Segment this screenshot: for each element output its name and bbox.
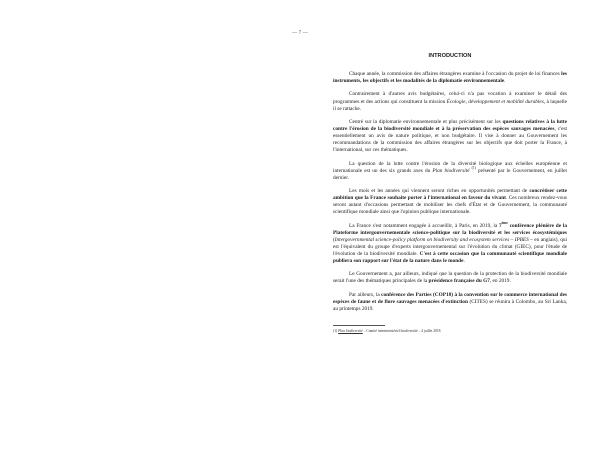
- bold-text: présidence française du G7: [428, 278, 490, 285]
- footnote-text: – Comité interministériel biodiversité – 4 juillet 2018.: [362, 329, 442, 334]
- footnote-separator: [333, 325, 385, 326]
- italic-text: Écologie, développement et mobilité durables: [446, 98, 544, 105]
- bold-text: concrétiser cette ambition que la France souhaite porter à l'international en faveur du vivant: [333, 188, 568, 202]
- paragraph: [333, 91, 567, 112]
- italic-text: Intergovernmental science-policy platform on biodiversity and ecosystem services – IPBES: [334, 236, 529, 243]
- text-run: La France s'est notamment engagée à accueillir, à Paris, en 2019, la: [349, 222, 500, 229]
- text-run: présenté par le Gouvernement, en juillet dernier.: [333, 167, 567, 181]
- bold-text: 7: [499, 222, 502, 229]
- text-run: (CITES) se réunira à Colombo, au Sri Lanka, au printemps 2019.: [333, 298, 567, 312]
- text-run: La question de la lutte contre l'érosion de la diversité biologique aux échelles européenne et internationale est un des six grands axes du: [333, 160, 567, 174]
- text-run: Centré sur la diplomatie environnementale et plus précisément sur les: [349, 118, 503, 125]
- bold-text: C'est à cette occasion que la communauté scientifique mondiale publiera son rapport sur l'état de la nature dans le monde: [333, 251, 567, 265]
- text-run: Par ailleurs, la: [349, 291, 382, 298]
- bold-text: les instruments, les objectifs et les modalités de la diplomatie environnementale: [333, 71, 567, 85]
- text-run: , en 2019.: [489, 278, 511, 285]
- text-run: .: [463, 258, 465, 265]
- text-run: (1): [471, 165, 476, 170]
- footnote: [333, 329, 567, 334]
- text-run: Le Gouvernement a, par ailleurs, indiqué que la question de la protection de la biodiversité mondiale serait l'une des thématiques principales de la: [333, 271, 567, 285]
- text-run: Contrairement à d'autres avis budgétaires, celui-ci n'a pas vocation à examiner le détail des programmes et des actions qui constituent la mission: [333, 91, 567, 105]
- text-run: (: [333, 236, 335, 243]
- paragraph: [333, 119, 567, 154]
- bold-text: conférence plénière de la Plateforme intergouvernementale science-politique sur la biodiversité et les services écosystémiques: [333, 222, 567, 236]
- bold-text: ème: [501, 220, 508, 225]
- text-run: .: [504, 78, 506, 85]
- paragraph: [333, 71, 567, 85]
- paragraph: [333, 161, 567, 182]
- paragraph: [333, 220, 567, 266]
- section-heading: INTRODUCTION: [428, 53, 472, 59]
- paragraph: [333, 188, 567, 216]
- bold-text: questions relatives à la lutte contre l'érosion de la biodiversité mondiale et à la préservation des espèces sauvages menacées: [333, 118, 567, 133]
- paragraph: [333, 271, 567, 285]
- text-run: Chaque année, la commission des affaires étrangères examine à l'occasion du projet de loi finances: [349, 71, 562, 78]
- page-number: — 7 —: [292, 31, 308, 36]
- footnote-title-link[interactable]: Plan biodiversité: [338, 329, 363, 334]
- text-column: [333, 53, 567, 334]
- text-run: . Ces nombreux rendez-vous seront autant d'occasions permettant de mobiliser les chefs d'État et de Gouvernement, la communauté scientifique mondiale ainsi que l'opinion publique internationale.: [333, 195, 567, 216]
- paragraph: [333, 292, 567, 313]
- text-run: Les mois et les années qui viennent seront riches en opportunités permettant de: [349, 188, 530, 195]
- body-paragraphs: [333, 71, 567, 313]
- text-run: – en anglais), qui est l'équivalent du groupe d'experts intergouvernemental sur l'évolution du climat (GIEC), pour l'étude de l'évolution de la biodiversité mondiale.: [333, 236, 567, 257]
- footnote-marker: (1): [333, 329, 339, 334]
- text-run: , c'est essentiellement un avis de nature politique, et non budgétaire. Il vise à donner au Gouvernement les recommandations de la commission des affaires étrangères sur les objectifs que doit porter la France, à l'international, sur ces thématiques.: [333, 126, 568, 154]
- italic-text: Plan biodiversité: [432, 167, 470, 174]
- text-run: , à laquelle il se rattache.: [333, 98, 567, 112]
- bold-text: conférence des Parties (COP18) à la convention sur le commerce international des espèces de faune et de flore sauvages menacées d'extinction: [333, 291, 567, 305]
